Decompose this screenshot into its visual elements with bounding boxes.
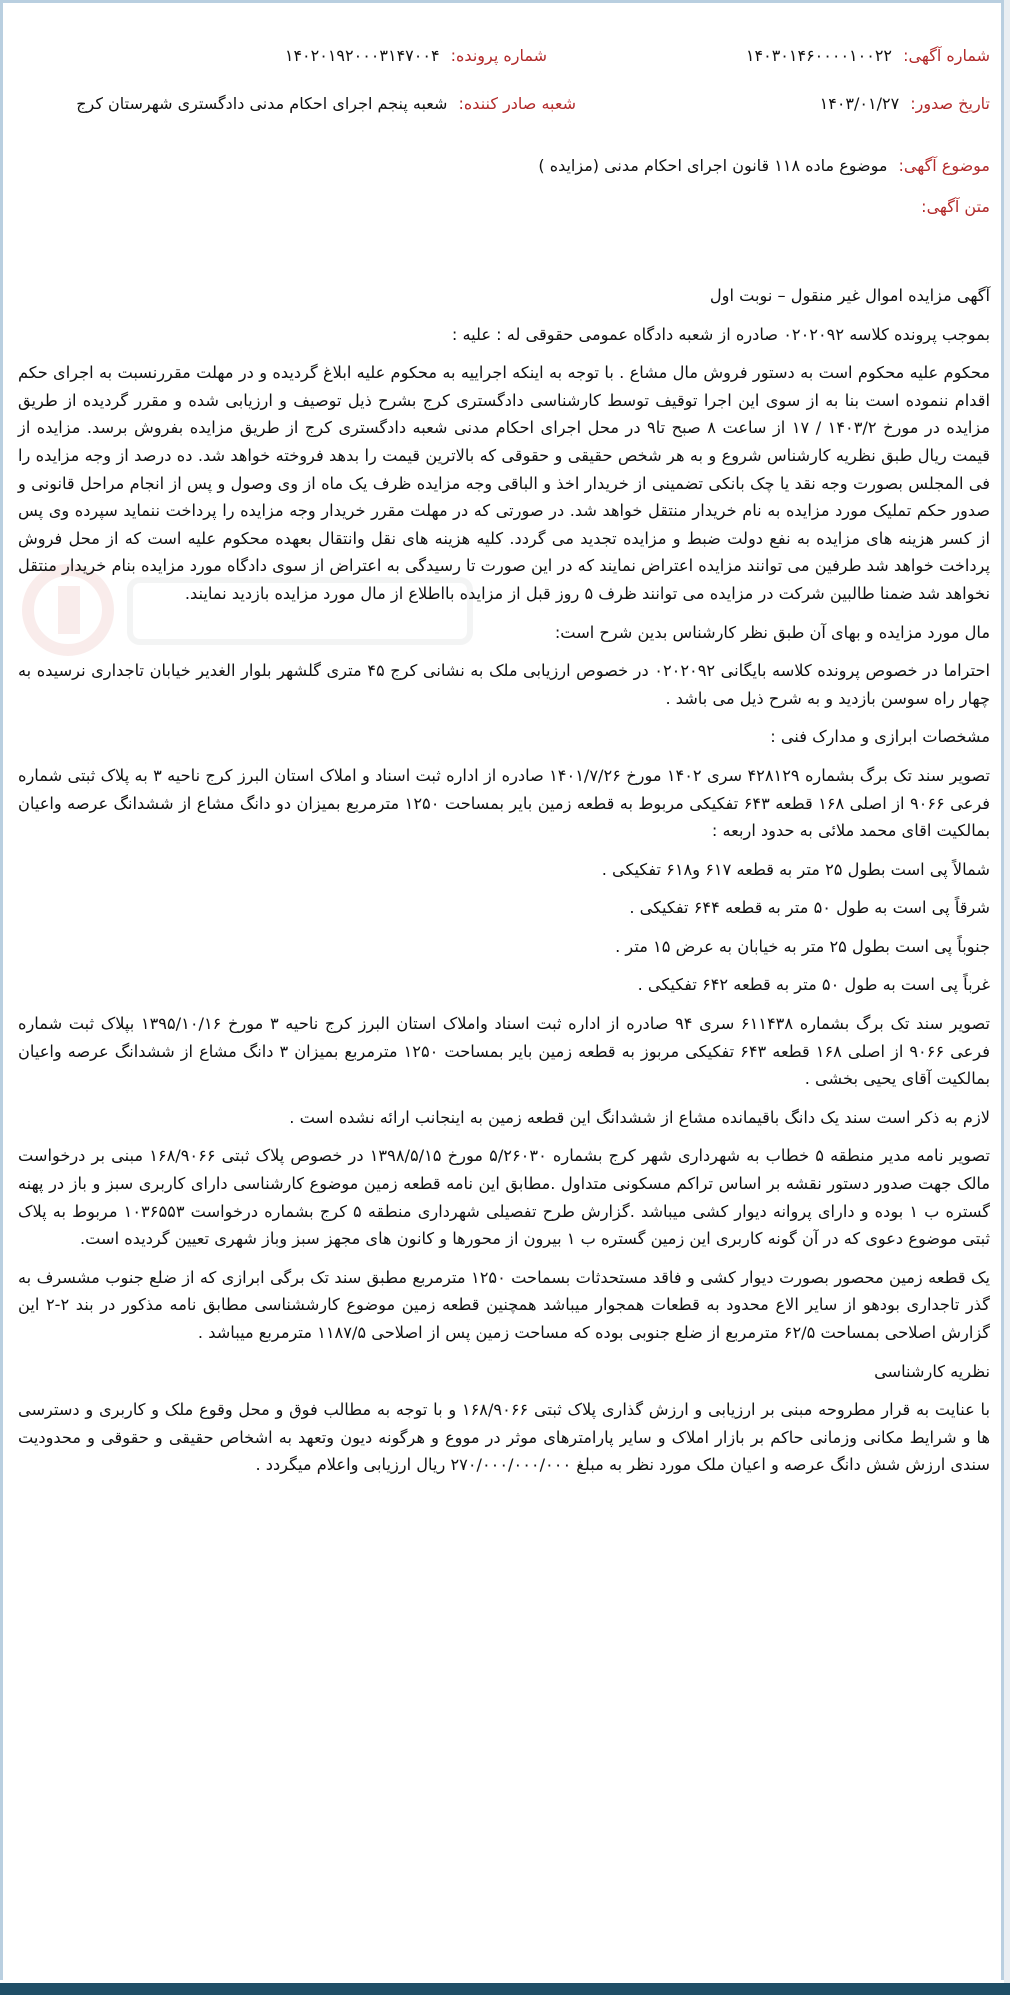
municipality-letter: تصویر نامه مدیر منطقه ۵ خطاب به شهرداری شهر کرج بشماره ۵/۲۶۰۳۰ مورخ ۱۳۹۸/۵/۱۵ در خصوص پلاک ثبتی ۱۶۸/۹۰۶۶ مبنی بر درخواست مالک جهت صدور دستور نقشه بر اساس تراکم مسکونی متداول .مطابق این نامه قطعه زمین موضوع کارشناسی دارای کاربری سبز و باز در پهنه گستره ب ۱ بوده و دارای پروانه دیوار کشی میباشد .گزارش طرح تفصیلی شهرداری منطقه ۵ کرج بشماره درخواست ۱۰۳۶۵۵۳ مربوط به پلاک ثبتی موضوع دعوی که در آن گونه کاربری این زمین گستره ب ۱ بیرون از محورها و کانون های مجهز سبز وباز شهری تعیین گردیده است.: [18, 1146, 990, 1249]
property-address: احتراما در خصوص پرونده کلاسه بایگانی ۰۲۰۲۰۹۲ در خصوص ارزیابی ملک به نشانی کرج ۴۵ متری گلشهر بلوار الغدیر خیابان تاجداری نرسیده به چهار راه سوسن بازدید و به شرح ذیل می باشد .: [18, 661, 990, 708]
ad-title: آگهی مزایده اموال غیر منقول – نوبت اول: [709, 286, 990, 305]
ad-number-label: شماره آگهی:: [903, 46, 990, 65]
issuer-value: شعبه پنجم اجرای احکام مدنی دادگستری شهرستان کرج: [76, 94, 448, 113]
expert-opinion: با عنایت به قرار مطروحه مبنی بر ارزیابی و ارزش گذاری پلاک ثبتی ۱۶۸/۹۰۶۶ و با توجه به مطالب فوق و محل وقوع ملک و کاربری و دسترسی ها و شرایط مکانی وزمانی حاکم بر بازار املاک و سایر پارامترهای موثر در مووع و هرگونه دیون وتعهد به اشخاص حقیقی و حقوقی و محدودیت سندی ارزش شش دانگ عرصه و اعیان ملک مورد نظر به مبلغ ۲۷۰/۰۰۰/۰۰۰/۰۰۰ ریال ارزیابی واعلام میگردد .: [18, 1400, 990, 1475]
case-number-label: شماره پرونده:: [450, 46, 547, 65]
boundary-east: شرقاً پی است به طول ۵۰ متر به قطعه ۶۴۴ تفکیکی .: [629, 898, 990, 918]
case-reference: بموجب پرونده کلاسه ۰۲۰۲۰۹۲ صادره از شعبه دادگاه عمومی حقوقی له : علیه :: [451, 324, 990, 344]
ad-body: [18, 282, 990, 1490]
ad-number-value: ۱۴۰۳۰۱۴۶۰۰۰۰۱۰۰۲۲: [745, 46, 893, 65]
deed-2: تصویر سند تک برگ بشماره ۶۱۱۴۳۸ سری ۹۴ صادره از اداره ثبت اسناد واملاک استان البرز کرج ناحیه ۳ مورخ ۱۳۹۵/۱۰/۱۶ بپلاک ثبت شماره فرعی ۹۰۶۶ از اصلی ۱۶۸ قطعه ۶۴۳ تفکیکی مربوز به قطعه زمین بایر بمساحت ۱۲۵۰ مترمربع بمیزان ۳ دانگ مشاع از ششدانگ عرصه واعیان بمالکیت آقای یحیی بخشی .: [18, 1014, 990, 1089]
boundary-south: جنوباً پی است بطول ۲۵ متر به خیابان به عرض ۱۵ متر .: [615, 936, 990, 956]
bottom-bar: [0, 1983, 1010, 1995]
auction-terms: محکوم علیه محکوم است به دستور فروش مال مشاع . با توجه به اینکه اجراییه به محکوم علیه ابلاغ گردیده و در مهلت مقررنسبت به اجرای حکم اقدام ننموده است بنا به از سوی این اجرا توقیف توسط کارشناسی دادگستری کرج بشرح ذیل توصیف و ارزیابی شده و مقرر گردیده از طریق مزایده در مورخ ۱۴۰۳/۲ / ۱۷ از ساعت ۸ صبح تا۹ در محل اجرای احکام مدنی شعبه دادگستری کرج از طریق مزایده بفروش برسد. مزایده از قیمت ریال طبق نظریه کارشناس شروع و به هر شخص حقیقی و حقوقی که بالاترین قیمت را بدهد فروخته خواهد شد. ده درصد از وجه مزایده را فی المجلس بصورت وجه نقد یا چک بانکی تضمینی از خریدار اخذ و الباقی وجه مزایده ظرف یک ماه از وی وصول و پس از انجام مراحل قانونی و صدور حکم تملیک مورد مزایده به نام خریدار منتقل خواهد شد. در صورتی که در مهلت مقرر خریدار وجه مزایده را پرداخت ننماید سپرده وی پس از کسر هزینه های مزایده به نفع دولت ضبط و مزایده تجدید می گردد. کلیه هزینه های نقل وانتقال بعهده محکوم علیه است که از محل فروش پرداخت خواهد شد طرفین می توانند مزایده اعتراض نمایند که در این صورت تا رسیدگی به اعتراض از سوی دادگاه مورد مزایده بنام خریدار منتقل نخواهد شد ضمنا طالبین شرکت در مزایده می توانند ظرف ۵ روز قبل از مزایده بااطلاع از مال مورد مزایده بازدید نمایند.: [18, 363, 990, 603]
property-heading: مال مورد مزایده و بهای آن طبق نظر کارشناس بدین شرح است:: [554, 622, 990, 642]
expert-opinion-heading: نظریه کارشناسی: [874, 1361, 990, 1381]
land-description: یک قطعه زمین محصور بصورت دیوار کشی و فاقد مستحدثات بسماحت ۱۲۵۰ مترمربع مطبق سند تک برگی ابرازی که از ضلع جنوب مشسرف به گذر تاجداری بودهو از سایر الاع محدود به قطعات همجوار میباشد همچنین قطعه زمین موضوع کارششناسی مطابق نامه مذکور در بند ۲-۲ این گزارش اصلاحی بمساحت ۶۲/۵ مترمربع از ضلع جنوبی بوده که مساحت زمین پس از اصلاحی ۱۱۸۷/۵ مترمربع میباشد .: [18, 1267, 990, 1342]
remaining-share-note: لازم به ذکر است سند یک دانگ باقیمانده مشاع از ششدانگ این قطعه زمین به اینجانب ارائه نشده است .: [289, 1107, 990, 1127]
body-label-row: [921, 197, 990, 216]
subject-row: [538, 156, 990, 175]
subject-value: موضوع ماده ۱۱۸ قانون اجرای احکام مدنی (مزایده ): [538, 156, 888, 175]
documents-heading: مشخصات ابرازی و مدارک فنی :: [770, 727, 990, 747]
issue-date-label: تاریخ صدور:: [910, 94, 990, 113]
body-label: متن آگهی:: [921, 197, 990, 216]
subject-label: موضوع آگهی:: [898, 156, 990, 175]
boundary-north: شمالاً پی است بطول ۲۵ متر به قطعه ۶۱۷ و۶۱۸ تفکیکی .: [601, 859, 990, 879]
scrollbar-track[interactable]: [1004, 0, 1010, 1983]
deed-1: تصویر سند تک برگ بشماره ۴۲۸۱۲۹ سری ۱۴۰۲ مورخ ۱۴۰۱/۷/۲۶ صادره از اداره ثبت اسناد و املاک استان البرز کرج ناحیه ۳ به پلاک ثبتی شماره فرعی ۹۰۶۶ از اصلی ۱۶۸ قطعه ۶۴۳ تفکیکی مربوط به قطعه زمین بایر بمساحت ۱۲۵۰ مترمربع بمیزان دو دانگ مشاع از ششدانگ عرصه واعیان بمالکیت اقای محمد ملائی به حدود اربعه :: [18, 765, 991, 841]
boundary-west: غرباً پی است به طول ۵۰ متر به قطعه ۶۴۲ تفکیکی .: [637, 975, 990, 995]
case-number-value: ۱۴۰۲۰۱۹۲۰۰۰۳۱۴۷۰۰۴: [284, 46, 440, 65]
issuer-label: شعبه صادر کننده:: [458, 94, 576, 113]
issuer-row: [76, 94, 576, 113]
issue-date-row: [820, 94, 990, 113]
issue-date-value: ۱۴۰۳/۰۱/۲۷: [819, 94, 900, 113]
ad-number-row: [746, 46, 990, 65]
case-number-row: [285, 46, 547, 65]
